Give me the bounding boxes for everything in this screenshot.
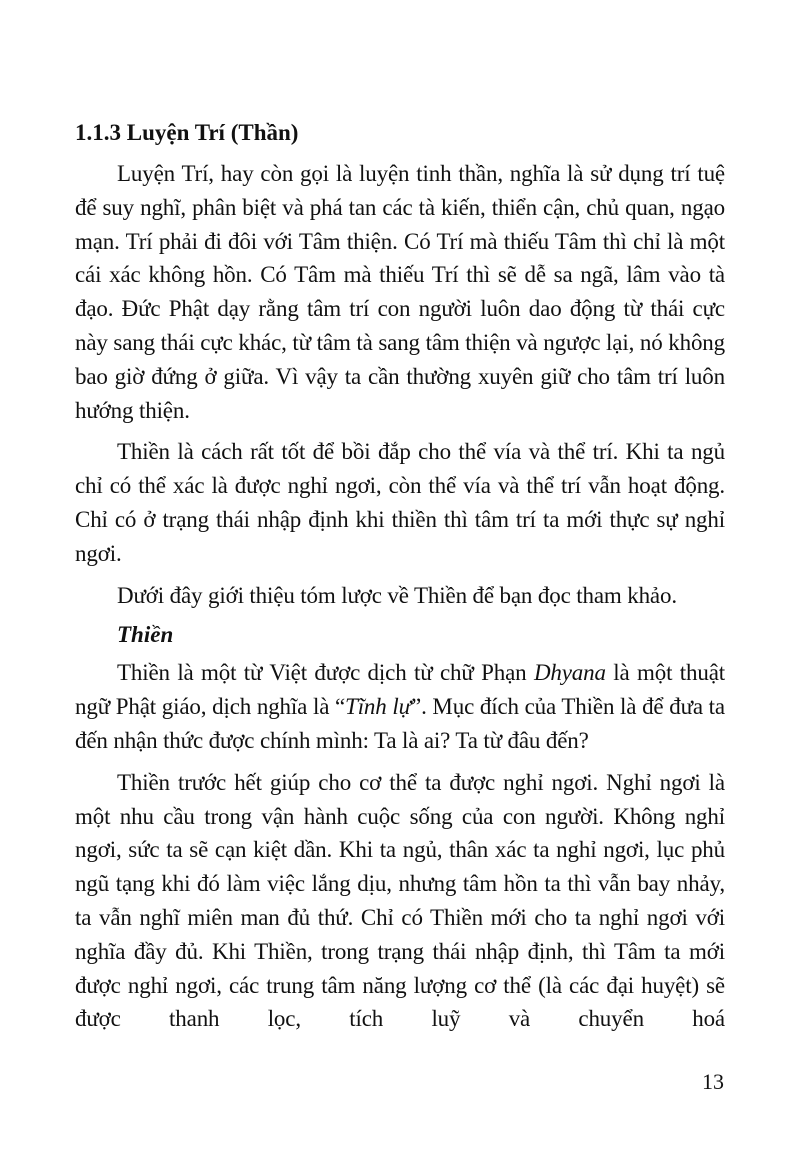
page-body [75,118,725,1044]
paragraph-gioi-thieu: Dưới đây giới thiệu tóm lược về Thiền để bạn đọc tham khảo. [117,582,677,608]
paragraph-thien-boi-dap: Thiền là cách rất tốt để bồi đắp cho thể vía và thể trí. Khi ta ngủ chỉ có thể xác là được nghỉ ngơi, còn thể vía và thể trí vẫn hoạt động. Chỉ có ở trạng thái nhập định khi thiền thì tâm trí ta mới thực sự nghỉ ngơi. [75,439,725,566]
text-span: là một thuật ngữ Phật giáo, dịch nghĩa là “ [75,660,725,720]
subsection-heading: Thiền [117,622,174,648]
term-dhyana: Dhyana [533,660,606,686]
paragraph-dinh-nghia-thien [75,656,725,757]
text-span: Thiền là một từ Việt được dịch từ chữ Phạn [117,660,534,686]
paragraph-nghi-ngoi: Thiền trước hết giúp cho cơ thể ta được nghỉ ngơi. Nghỉ ngơi là một nhu cầu trong vận hành cuộc sống của con người. Không nghỉ ngơi, sức ta sẽ cạn kiệt dần. Khi ta ngủ, thân xác ta nghỉ ngơi, lục phủ ngũ tạng khi đó làm việc lắng dịu, nhưng tâm hồn ta thì vẫn bay nhảy, ta vẫn nghĩ miên man đủ thứ. Chỉ có Thiền mới cho ta nghỉ ngơi với nghĩa đầy đủ. Khi Thiền, trong trạng thái nhập định, thì Tâm ta mới được nghỉ ngơi, các trung tâm năng lượng cơ thể (là các đại huyệt) sẽ được thanh lọc, tích luỹ và chuyển hoá [75,769,725,1032]
paragraph-luyen-tri: Luyện Trí, hay còn gọi là luyện tinh thần, nghĩa là sử dụng trí tuệ để suy nghĩ, phân biệt và phá tan các tà kiến, thiển cận, chủ quan, ngạo mạn. Trí phải đi đôi với Tâm thiện. Có Trí mà thiếu Tâm thì chỉ là một cái xác không hồn. Có Tâm mà thiếu Trí thì sẽ dễ sa ngã, lâm vào tà đạo. Đức Phật dạy rằng tâm trí con người luôn dao động từ thái cực này sang thái cực khác, từ tâm tà sang tâm thiện và ngược lại, nó không bao giờ đứng ở giữa. Vì vậy ta cần thường xuyên giữ cho tâm trí luôn hướng thiện. [75,161,725,423]
term-tinh-lu: Tĩnh lự [345,694,412,720]
section-heading: 1.1.3 Luyện Trí (Thần) [75,120,299,145]
page-number: 13 [702,1069,724,1094]
text-span: ”. Mục đích của Thiền là để đưa ta đến nhận thức được chính mình: Ta là ai? Ta từ đâu đến? [75,694,725,753]
